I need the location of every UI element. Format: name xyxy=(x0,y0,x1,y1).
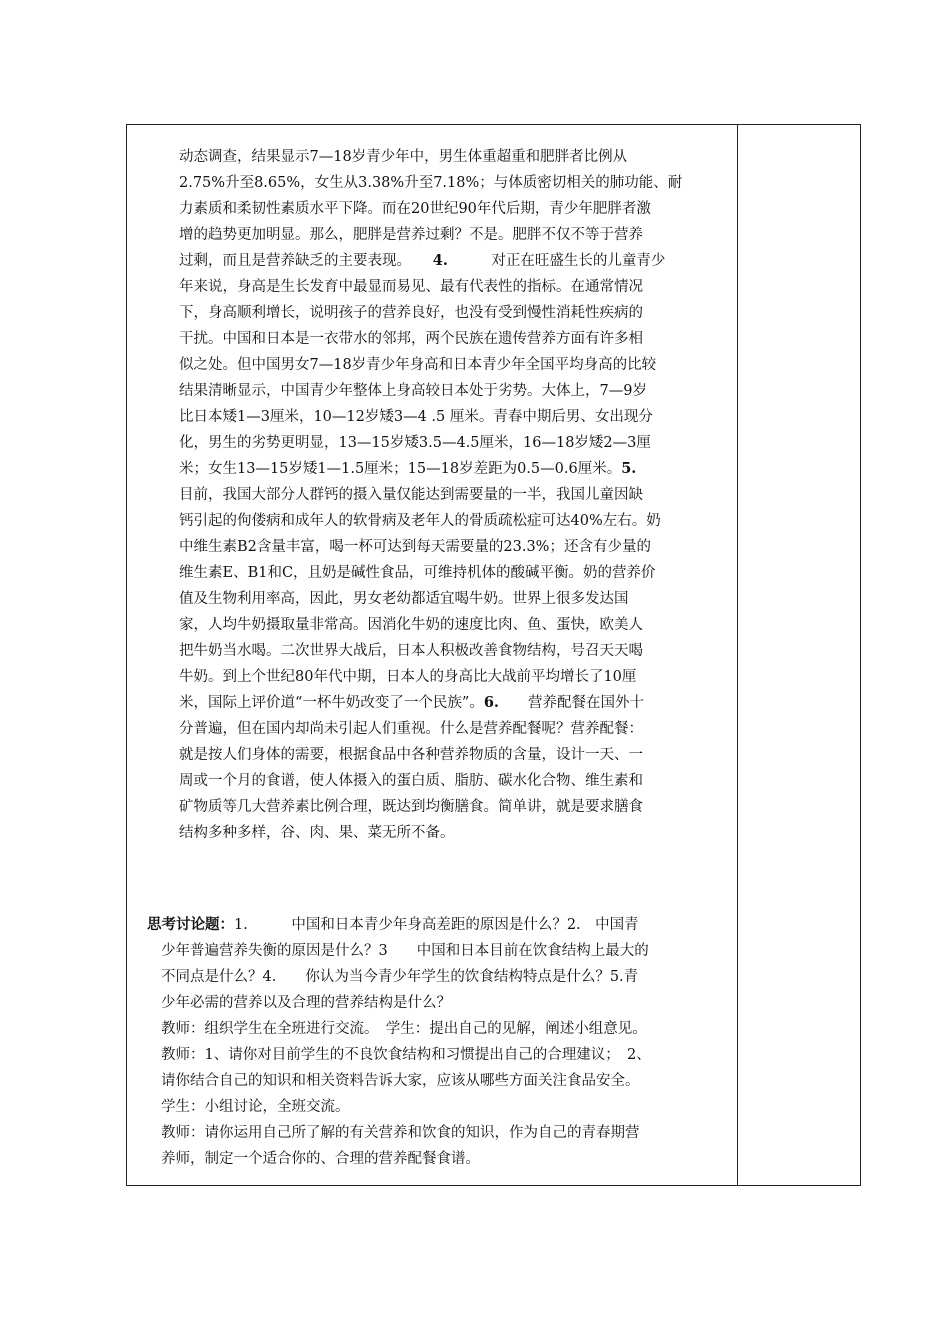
text-line: 把牛奶当水喝。二次世界大战后，日本人积极改善食物结构，号召天天喝 xyxy=(179,643,643,659)
discussion-line: 教师：请你运用自己所了解的有关营养和饮食的知识，作为自己的青春期营 xyxy=(161,1125,640,1141)
text-line: 中维生素B2含量丰富，喝一杯可达到每天需要量的23.3%；还含有少量的 xyxy=(179,539,651,555)
text-line xyxy=(179,690,682,716)
text-fragment: 营养配餐在国外十 xyxy=(527,695,644,711)
text-line xyxy=(179,248,682,274)
text-line: 结果清晰显示，中国青少年整体上身高较日本处于劣势。大体上，7—9岁 xyxy=(179,383,647,399)
discussion-heading: 思考讨论题： xyxy=(147,916,234,933)
discussion-line: 少年普遍营养失衡的原因是什么？3 中国和日本目前在饮食结构上最大的 xyxy=(161,943,649,959)
text-line: 增的趋势更加明显。那么，肥胖是营养过剩？不是。肥胖不仅不等于营养 xyxy=(179,227,643,243)
text-line: 分普遍，但在国内却尚未引起人们重视。什么是营养配餐呢？营养配餐： xyxy=(179,721,643,737)
content-table xyxy=(126,124,861,1186)
discussion-body xyxy=(161,938,651,1172)
discussion-line: 学生：小组讨论，全班交流。 xyxy=(161,1099,350,1115)
discussion-line: 养师，制定一个适合你的、合理的营养配餐食谱。 xyxy=(161,1151,480,1167)
discussion-line: 少年必需的营养以及合理的营养结构是什么？ xyxy=(161,995,451,1011)
discussion-section xyxy=(147,912,639,938)
section-number: 5. xyxy=(621,460,637,477)
text-line: 2.75%升至8.65%，女生从3.38%升至7.18%；与体质密切相关的肺功能、耐 xyxy=(179,175,683,191)
text-fragment: 米，国际上评价道“一杯牛奶改变了一个民族”。 xyxy=(179,695,484,711)
text-line: 下，身高顺利增长，说明孩子的营养良好，也没有受到慢性消耗性疾病的 xyxy=(179,305,643,321)
text-line xyxy=(179,456,682,482)
text-line: 目前，我国大部分人群钙的摄入量仅能达到需要量的一半，我国儿童因缺 xyxy=(179,487,643,503)
text-line: 钙引起的佝偻病和成年人的软骨病及老年人的骨质疏松症可达40%左右。奶 xyxy=(179,513,661,529)
column-divider xyxy=(737,125,738,1185)
text-fragment: 对正在旺盛生长的儿童青少 xyxy=(491,253,666,269)
text-line: 结构多种多样，谷、肉、果、菜无所不备。 xyxy=(179,825,455,841)
text-line: 动态调查，结果显示7—18岁青少年中，男生体重超重和肥胖者比例从 xyxy=(179,149,628,165)
text-line: 就是按人们身体的需要，根据食品中各种营养物质的含量，设计一天、一 xyxy=(179,747,643,763)
text-line: 年来说，身高是生长发育中最显而易见、最有代表性的指标。在通常情况 xyxy=(179,279,643,295)
discussion-line: 教师：组织学生在全班进行交流。 学生：提出自己的见解，阐述小组意见。 xyxy=(161,1021,647,1037)
section-number: 6. xyxy=(483,694,499,711)
text-line: 牛奶。到上个世纪80年代中期，日本人的身高比大战前平均增长了10厘 xyxy=(179,669,637,685)
text-line: 维生素E、B1和C，且奶是碱性食品，可维持机体的酸碱平衡。奶的营养价 xyxy=(179,565,656,581)
text-line: 似之处。但中国男女7—18岁青少年身高和日本青少年全国平均身高的比较 xyxy=(179,357,657,373)
text-line: 干扰。中国和日本是一衣带水的邻邦，两个民族在遗传营养方面有许多相 xyxy=(179,331,643,347)
text-line: 周或一个月的食谱，使人体摄入的蛋白质、脂肪、碳水化合物、维生素和 xyxy=(179,773,643,789)
text-line: 值及生物利用率高，因此，男女老幼都适宜喝牛奶。世界上很多发达国 xyxy=(179,591,629,607)
discussion-line xyxy=(147,912,639,938)
text-line: 家，人均牛奶摄取量非常高。因消化牛奶的速度比肉、鱼、蛋快，欧美人 xyxy=(179,617,643,633)
text-line: 化，男生的劣势更明显，13—15岁矮3.5—4.5厘米，16—18岁矮2—3厘 xyxy=(179,435,651,451)
text-fragment: 1. 中国和日本青少年身高差距的原因是什么？2. 中国青 xyxy=(234,917,639,933)
section-number: 4. xyxy=(432,252,448,269)
discussion-line: 不同点是什么？4. 你认为当今青少年学生的饮食结构特点是什么？5.青 xyxy=(161,969,639,985)
body-text xyxy=(179,144,682,846)
main-content-cell xyxy=(127,125,737,1185)
discussion-line: 教师：1、请你对目前学生的不良饮食结构和习惯提出自己的合理建议； 2、 xyxy=(161,1047,651,1063)
text-fragment: 米；女生13—15岁矮1—1.5厘米；15—18岁差距为0.5—0.6厘米。 xyxy=(179,461,622,477)
text-line: 比日本矮1—3厘米，10—12岁矮3—4 .5 厘米。青春中期后男、女出现分 xyxy=(179,409,653,425)
text-fragment: 过剩，而且是营养缺乏的主要表现。 xyxy=(179,253,404,269)
text-line: 矿物质等几大营养素比例合理，既达到均衡膳食。简单讲，就是要求膳食 xyxy=(179,799,643,815)
text-line: 力素质和柔韧性素质水平下降。而在20世纪90年代后期，青少年肥胖者激 xyxy=(179,201,651,217)
discussion-line: 请你结合自己的知识和相关资料告诉大家，应该从哪些方面关注食品安全。 xyxy=(161,1073,640,1089)
